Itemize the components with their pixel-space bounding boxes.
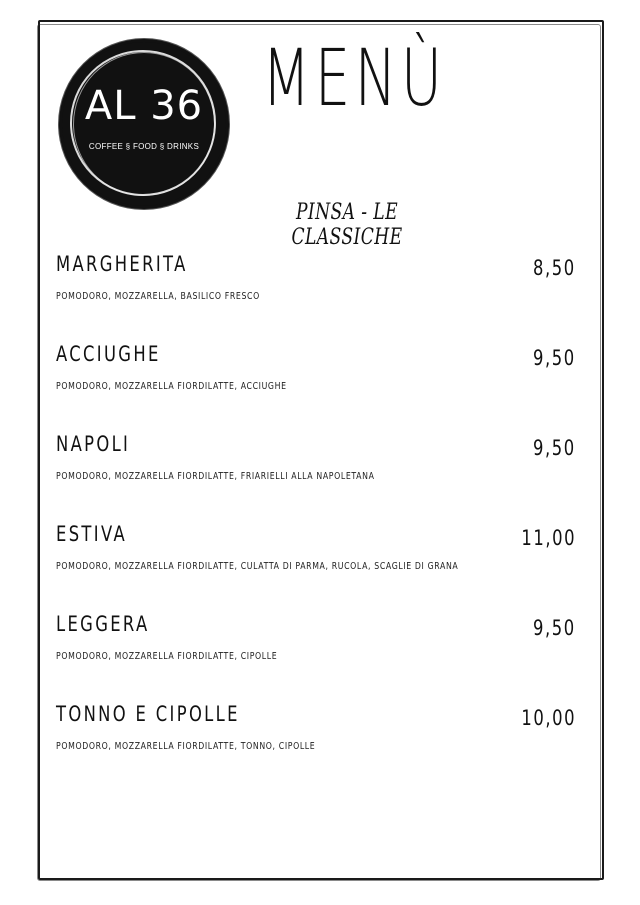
item-name: MARGHERITA	[56, 252, 188, 276]
item-description: POMODORO, MOZZARELLA FIORDILATTE, TONNO, CIPOLLE	[56, 741, 316, 752]
item-price: 8,50	[533, 256, 576, 280]
al36-logo	[62, 42, 226, 206]
logo-name: AL 36	[84, 83, 204, 129]
item-description: POMODORO, MOZZARELLA FIORDILATTE, CULATTA DI PARMA, RUCOLA, SCAGLIE DI GRANA	[56, 561, 459, 572]
item-price: 9,50	[533, 346, 576, 370]
item-name: ESTIVA	[56, 522, 127, 546]
item-description: POMODORO, MOZZARELLA FIORDILATTE, CIPOLLE	[56, 651, 278, 662]
item-price: 9,50	[533, 436, 576, 460]
menu-item	[56, 614, 586, 704]
menu-item	[56, 344, 586, 434]
menu-item-list	[56, 254, 586, 794]
item-description: POMODORO, MOZZARELLA FIORDILATTE, ACCIUGHE	[56, 381, 287, 392]
menu-item	[56, 254, 586, 344]
item-price: 10,00	[521, 706, 576, 730]
item-name: ACCIUGHE	[56, 342, 161, 366]
item-name: TONNO E CIPOLLE	[56, 702, 240, 726]
menu-title: MENÙ	[262, 34, 447, 124]
item-description: POMODORO, MOZZARELLA FIORDILATTE, FRIARIELLI ALLA NAPOLETANA	[56, 471, 375, 482]
menu-item	[56, 524, 586, 614]
item-name: NAPOLI	[56, 432, 131, 456]
item-name: LEGGERA	[56, 612, 150, 636]
item-description: POMODORO, MOZZARELLA, BASILICO FRESCO	[56, 291, 260, 302]
item-price: 9,50	[533, 616, 576, 640]
logo-tagline: COFFEE § FOOD § DRINKS	[88, 142, 200, 151]
item-price: 11,00	[521, 526, 576, 550]
menu-item	[56, 704, 586, 794]
section-title: PINSA - LE CLASSICHE	[291, 200, 403, 250]
menu-item	[56, 434, 586, 524]
